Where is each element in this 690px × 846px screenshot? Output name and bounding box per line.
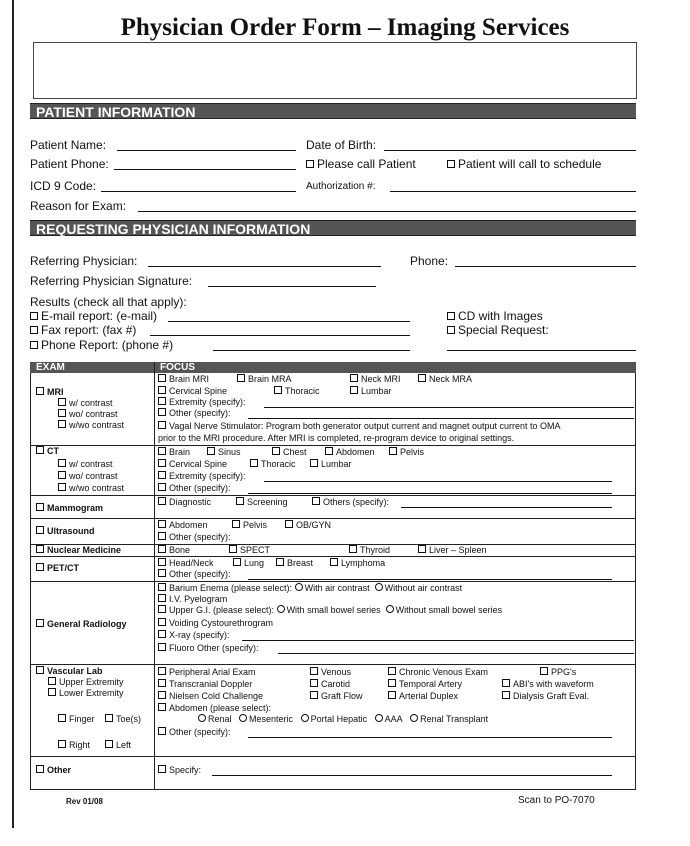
left-margin-rule: [12, 0, 14, 828]
checkbox-icon[interactable]: [389, 447, 397, 455]
nm-spect[interactable]: SPECT: [229, 545, 270, 556]
checkbox-icon[interactable]: [158, 497, 166, 505]
ct-thoracic[interactable]: Thoracic: [250, 459, 296, 470]
ct-extremity[interactable]: Extremity (specify):: [158, 471, 246, 482]
checkbox-icon[interactable]: [36, 765, 44, 773]
mammo-screening[interactable]: Screening: [236, 497, 288, 508]
vl-right[interactable]: Right: [58, 740, 90, 751]
physician-phone-label: Phone:: [410, 254, 449, 268]
icd-label: ICD 9 Code:: [30, 179, 97, 193]
checkbox-icon[interactable]: [447, 160, 455, 168]
mri-w-contrast[interactable]: w/ contrast: [58, 398, 113, 409]
fax-field[interactable]: [150, 335, 410, 336]
row-divider: [30, 756, 636, 757]
page-title: Physician Order Form – Imaging Services: [120, 14, 570, 41]
vl-upper-extremity[interactable]: Upper Extremity: [48, 677, 124, 688]
radio-icon[interactable]: [198, 714, 206, 722]
vl-graft-flow[interactable]: Graft Flow: [310, 691, 363, 702]
vl-temporal[interactable]: Temporal Artery: [388, 679, 462, 690]
checkbox-icon[interactable]: [158, 408, 166, 416]
checkbox-icon[interactable]: [36, 563, 44, 571]
row-divider: [30, 445, 636, 446]
vl-nielsen[interactable]: Nielsen Cold Challenge: [158, 691, 263, 702]
results-label: Results (check all that apply):: [30, 295, 187, 309]
nm-liver-spleen[interactable]: Liver – Spleen: [418, 545, 487, 556]
physician-phone-field[interactable]: [455, 266, 636, 267]
checkbox-icon[interactable]: [158, 691, 166, 699]
mri-wwo-contrast[interactable]: w/wo contrast: [58, 420, 124, 431]
pet-head-neck[interactable]: Head/Neck: [158, 558, 214, 569]
checkbox-icon[interactable]: [540, 667, 548, 675]
patient-name-field[interactable]: [117, 150, 296, 151]
mri-extremity-field[interactable]: [264, 407, 634, 408]
ct-brain[interactable]: Brain: [158, 447, 190, 458]
gr-voiding[interactable]: Voiding Cystourethrogram: [158, 618, 273, 629]
radio-icon[interactable]: [277, 605, 285, 613]
mri-neck-mra[interactable]: Neck MRA: [418, 374, 472, 385]
email-report-option[interactable]: E-mail report: (e-mail): [30, 309, 157, 323]
radio-icon[interactable]: [295, 583, 303, 591]
special-request-option[interactable]: Special Request:: [447, 323, 549, 337]
exam-mri[interactable]: MRI: [36, 387, 64, 398]
checkbox-icon[interactable]: [158, 594, 166, 602]
exam-mammogram[interactable]: Mammogram: [36, 503, 103, 514]
ct-lumbar[interactable]: Lumbar: [310, 459, 352, 470]
exam-vascular-lab[interactable]: Vascular Lab: [36, 666, 103, 677]
vl-abdomen-options: Renal Mesenteric Portal Hepatic AAA Renal Transplant: [198, 714, 488, 725]
row-divider: [30, 664, 636, 665]
mri-cervical[interactable]: Cervical Spine: [158, 386, 227, 397]
checkbox-icon[interactable]: [36, 545, 44, 553]
checkbox-icon[interactable]: [158, 643, 166, 651]
fax-report-option[interactable]: Fax report: (fax #): [30, 323, 136, 337]
focus-column-header: FOCUS: [160, 362, 195, 373]
vl-venous[interactable]: Venous: [310, 667, 351, 678]
mri-vagal-note: prior to the MRI procedure. After MRI is completed, re-program device to original settings.: [158, 433, 515, 443]
checkbox-icon[interactable]: [58, 420, 66, 428]
checkbox-icon[interactable]: [158, 471, 166, 479]
row-divider: [30, 556, 636, 557]
pet-other[interactable]: Other (specify):: [158, 569, 231, 580]
nm-bone[interactable]: Bone: [158, 545, 190, 556]
radio-icon[interactable]: [410, 714, 418, 722]
special-request-field[interactable]: [447, 350, 636, 351]
checkbox-icon[interactable]: [388, 679, 396, 687]
vl-finger[interactable]: Finger: [58, 714, 95, 725]
vl-arterial-duplex[interactable]: Arterial Duplex: [388, 691, 458, 702]
checkbox-icon[interactable]: [58, 714, 66, 722]
icd-field[interactable]: [101, 191, 296, 192]
vl-peripheral[interactable]: Peripheral Arial Exam: [158, 667, 256, 678]
pet-lymphoma[interactable]: Lymphoma: [330, 558, 385, 569]
exam-ct[interactable]: CT: [36, 446, 59, 457]
vl-dialysis[interactable]: Dialysis Graft Eval.: [502, 691, 589, 702]
checkbox-icon[interactable]: [274, 386, 282, 394]
checkbox-icon[interactable]: [158, 703, 166, 711]
vl-abdomen[interactable]: Abdomen (please select):: [158, 703, 271, 714]
checkbox-icon[interactable]: [105, 714, 113, 722]
checkbox-icon[interactable]: [310, 679, 318, 687]
row-divider: [30, 518, 636, 519]
checkbox-icon[interactable]: [58, 409, 66, 417]
checkbox-icon[interactable]: [36, 446, 44, 454]
checkbox-icon[interactable]: [306, 160, 314, 168]
patient-name-label: Patient Name:: [30, 138, 107, 152]
us-obgyn[interactable]: OB/GYN: [285, 520, 331, 531]
authorization-field[interactable]: [390, 191, 636, 192]
radio-icon[interactable]: [375, 714, 383, 722]
ct-other[interactable]: Other (specify):: [158, 483, 231, 494]
checkbox-icon[interactable]: [30, 326, 38, 334]
mammo-others-field[interactable]: [401, 507, 612, 508]
ct-abdomen[interactable]: Abdomen: [325, 447, 375, 458]
letterhead-box: [33, 42, 637, 99]
gr-xray[interactable]: X-ray (specify):: [158, 630, 230, 641]
dob-label: Date of Birth:: [306, 138, 377, 152]
nm-thyroid[interactable]: Thyroid: [349, 545, 390, 556]
row-divider: [30, 581, 636, 582]
mri-other-field[interactable]: [248, 418, 634, 419]
checkbox-icon[interactable]: [310, 691, 318, 699]
reason-label: Reason for Exam:: [30, 199, 127, 213]
row-divider: [30, 495, 636, 496]
checkbox-icon[interactable]: [502, 679, 510, 687]
checkbox-icon[interactable]: [58, 483, 66, 491]
pet-lung[interactable]: Lung: [233, 558, 264, 569]
us-pelvis[interactable]: Pelvis: [232, 520, 267, 531]
checkbox-icon[interactable]: [158, 618, 166, 626]
ct-other-field[interactable]: [248, 493, 612, 494]
scan-label: Scan to PO-7070: [518, 795, 595, 806]
vl-left[interactable]: Left: [105, 740, 131, 751]
section-header-physician: REQUESTING PHYSICIAN INFORMATION: [30, 220, 636, 236]
checkbox-icon[interactable]: [447, 326, 455, 334]
checkbox-icon[interactable]: [158, 397, 166, 405]
radio-icon[interactable]: [239, 714, 247, 722]
checkbox-icon[interactable]: [350, 386, 358, 394]
checkbox-icon[interactable]: [36, 503, 44, 511]
checkbox-icon[interactable]: [158, 421, 166, 429]
vl-carotid[interactable]: Carotid: [310, 679, 350, 690]
patient-phone-label: Patient Phone:: [30, 157, 109, 171]
checkbox-icon[interactable]: [158, 630, 166, 638]
mri-thoracic[interactable]: Thoracic: [274, 386, 320, 397]
ct-cervical[interactable]: Cervical Spine: [158, 459, 227, 470]
gr-upper-gi[interactable]: Upper G.I. (please select): With small bowel series Without small bowel series: [158, 605, 502, 616]
checkbox-icon[interactable]: [158, 727, 166, 735]
mri-brain-mra[interactable]: Brain MRA: [237, 374, 292, 385]
cd-images-option[interactable]: CD with Images: [447, 309, 543, 323]
checkbox-icon[interactable]: [312, 497, 320, 505]
checkbox-icon[interactable]: [310, 459, 318, 467]
ct-w-contrast[interactable]: w/ contrast: [58, 459, 113, 470]
checkbox-icon[interactable]: [349, 545, 357, 553]
checkbox-icon[interactable]: [158, 374, 166, 382]
checkbox-icon[interactable]: [233, 558, 241, 566]
exam-general-radiology[interactable]: General Radiology: [36, 619, 127, 630]
exam-table-header: [30, 362, 636, 373]
mri-lumbar[interactable]: Lumbar: [350, 386, 392, 397]
radio-icon[interactable]: [301, 714, 309, 722]
checkbox-icon[interactable]: [158, 569, 166, 577]
gr-iv-pyelogram[interactable]: I.V. Pyelogram: [158, 594, 227, 605]
checkbox-icon[interactable]: [276, 558, 284, 566]
gr-fluoro-field[interactable]: [278, 653, 634, 654]
checkbox-icon[interactable]: [48, 677, 56, 685]
signature-label: Referring Physician Signature:: [30, 274, 193, 288]
radio-icon[interactable]: [375, 583, 383, 591]
checkbox-icon[interactable]: [158, 483, 166, 491]
ct-wwo-contrast[interactable]: w/wo contrast: [58, 483, 124, 494]
us-other[interactable]: Other (specify):: [158, 532, 231, 543]
mri-extremity[interactable]: Extremity (specify):: [158, 397, 246, 408]
checkbox-icon[interactable]: [158, 545, 166, 553]
section-header-patient: PATIENT INFORMATION: [30, 103, 636, 119]
checkbox-icon[interactable]: [325, 447, 333, 455]
checkbox-icon[interactable]: [502, 691, 510, 699]
ct-pelvis[interactable]: Pelvis: [389, 447, 424, 458]
checkbox-icon[interactable]: [36, 387, 44, 395]
checkbox-icon[interactable]: [158, 520, 166, 528]
checkbox-icon[interactable]: [30, 341, 38, 349]
checkbox-icon[interactable]: [158, 667, 166, 675]
mri-other[interactable]: Other (specify):: [158, 408, 231, 419]
checkbox-icon[interactable]: [447, 312, 455, 320]
checkbox-icon[interactable]: [58, 740, 66, 748]
checkbox-icon[interactable]: [105, 740, 113, 748]
vl-other[interactable]: Other (specify):: [158, 727, 231, 738]
mammo-diagnostic[interactable]: Diagnostic: [158, 497, 211, 508]
signature-field[interactable]: [208, 286, 376, 287]
checkbox-icon[interactable]: [158, 558, 166, 566]
exam-other[interactable]: Other: [36, 765, 71, 776]
checkbox-icon[interactable]: [418, 545, 426, 553]
vl-transcranial[interactable]: Transcranial Doppler: [158, 679, 252, 690]
ct-chest[interactable]: Chest: [272, 447, 307, 458]
mri-brain-mri[interactable]: Brain MRI: [158, 374, 209, 385]
checkbox-icon[interactable]: [388, 667, 396, 675]
radio-icon[interactable]: [386, 605, 394, 613]
email-field[interactable]: [168, 321, 410, 322]
checkbox-icon[interactable]: [272, 447, 280, 455]
dob-field[interactable]: [384, 150, 636, 151]
checkbox-icon[interactable]: [158, 447, 166, 455]
checkbox-icon[interactable]: [229, 545, 237, 553]
vl-other-field[interactable]: [248, 737, 612, 738]
checkbox-icon[interactable]: [58, 471, 66, 479]
checkbox-icon[interactable]: [36, 619, 44, 627]
phone-report-field[interactable]: [213, 350, 410, 351]
checkbox-icon[interactable]: [48, 688, 56, 696]
table-column-divider: [154, 362, 155, 790]
authorization-label: Authorization #:: [306, 181, 376, 192]
exam-ultrasound[interactable]: Ultrasound: [36, 526, 95, 537]
exam-pet-ct[interactable]: PET/CT: [36, 563, 79, 574]
call-patient-option[interactable]: Please call Patient: [306, 157, 416, 171]
mri-neck-mri[interactable]: Neck MRI: [350, 374, 401, 385]
checkbox-icon[interactable]: [237, 374, 245, 382]
checkbox-icon[interactable]: [350, 374, 358, 382]
gr-xray-field[interactable]: [242, 640, 634, 641]
vl-abi[interactable]: ABI's with waveform: [502, 679, 594, 690]
checkbox-icon[interactable]: [58, 459, 66, 467]
gr-fluoro-other[interactable]: Fluoro Other (specify):: [158, 643, 259, 654]
checkbox-icon[interactable]: [36, 666, 44, 674]
patient-phone-field[interactable]: [114, 169, 296, 170]
checkbox-icon[interactable]: [36, 526, 44, 534]
phone-report-option[interactable]: Phone Report: (phone #): [30, 338, 173, 352]
gr-barium-enema[interactable]: Barium Enema (please select): With air contrast Without air contrast: [158, 583, 462, 594]
checkbox-icon[interactable]: [330, 558, 338, 566]
checkbox-icon[interactable]: [158, 679, 166, 687]
ct-sinus[interactable]: Sinus: [207, 447, 241, 458]
us-abdomen[interactable]: Abdomen: [158, 520, 208, 531]
referring-physician-field[interactable]: [148, 266, 381, 267]
vl-ppg[interactable]: PPG's: [540, 667, 576, 678]
referring-physician-label: Referring Physician:: [30, 254, 138, 268]
exam-nuclear-medicine[interactable]: Nuclear Medicine: [36, 545, 121, 556]
mri-wo-contrast[interactable]: wo/ contrast: [58, 409, 118, 420]
pet-breast[interactable]: Breast: [276, 558, 313, 569]
vl-lower-extremity[interactable]: Lower Extremity: [48, 688, 124, 699]
checkbox-icon[interactable]: [207, 447, 215, 455]
checkbox-icon[interactable]: [310, 667, 318, 675]
ct-extremity-field[interactable]: [264, 481, 612, 482]
vl-chronic-venous[interactable]: Chronic Venous Exam: [388, 667, 488, 678]
checkbox-icon[interactable]: [158, 765, 166, 773]
checkbox-icon[interactable]: [158, 605, 166, 613]
checkbox-icon[interactable]: [158, 583, 166, 591]
checkbox-icon[interactable]: [388, 691, 396, 699]
other-specify-field[interactable]: [212, 775, 612, 776]
checkbox-icon[interactable]: [236, 497, 244, 505]
exam-column-header: EXAM: [36, 362, 65, 373]
patient-will-call-option[interactable]: Patient will call to schedule: [447, 157, 601, 171]
checkbox-icon[interactable]: [158, 459, 166, 467]
ct-wo-contrast[interactable]: wo/ contrast: [58, 471, 118, 482]
checkbox-icon[interactable]: [58, 398, 66, 406]
other-specify[interactable]: Specify:: [158, 765, 201, 776]
checkbox-icon[interactable]: [250, 459, 258, 467]
checkbox-icon[interactable]: [285, 520, 293, 528]
checkbox-icon[interactable]: [232, 520, 240, 528]
mri-vagal[interactable]: Vagal Nerve Stimulator: Program both generator output current and magnet output current to OMA: [158, 421, 561, 432]
reason-field[interactable]: [138, 211, 636, 212]
revision-label: Rev 01/08: [66, 797, 103, 806]
checkbox-icon[interactable]: [158, 532, 166, 540]
checkbox-icon[interactable]: [418, 374, 426, 382]
mammo-others[interactable]: Others (specify):: [312, 497, 389, 508]
checkbox-icon[interactable]: [158, 386, 166, 394]
checkbox-icon[interactable]: [30, 312, 38, 320]
vl-toes[interactable]: Toe(s): [105, 714, 141, 725]
pet-other-field[interactable]: [248, 579, 612, 580]
